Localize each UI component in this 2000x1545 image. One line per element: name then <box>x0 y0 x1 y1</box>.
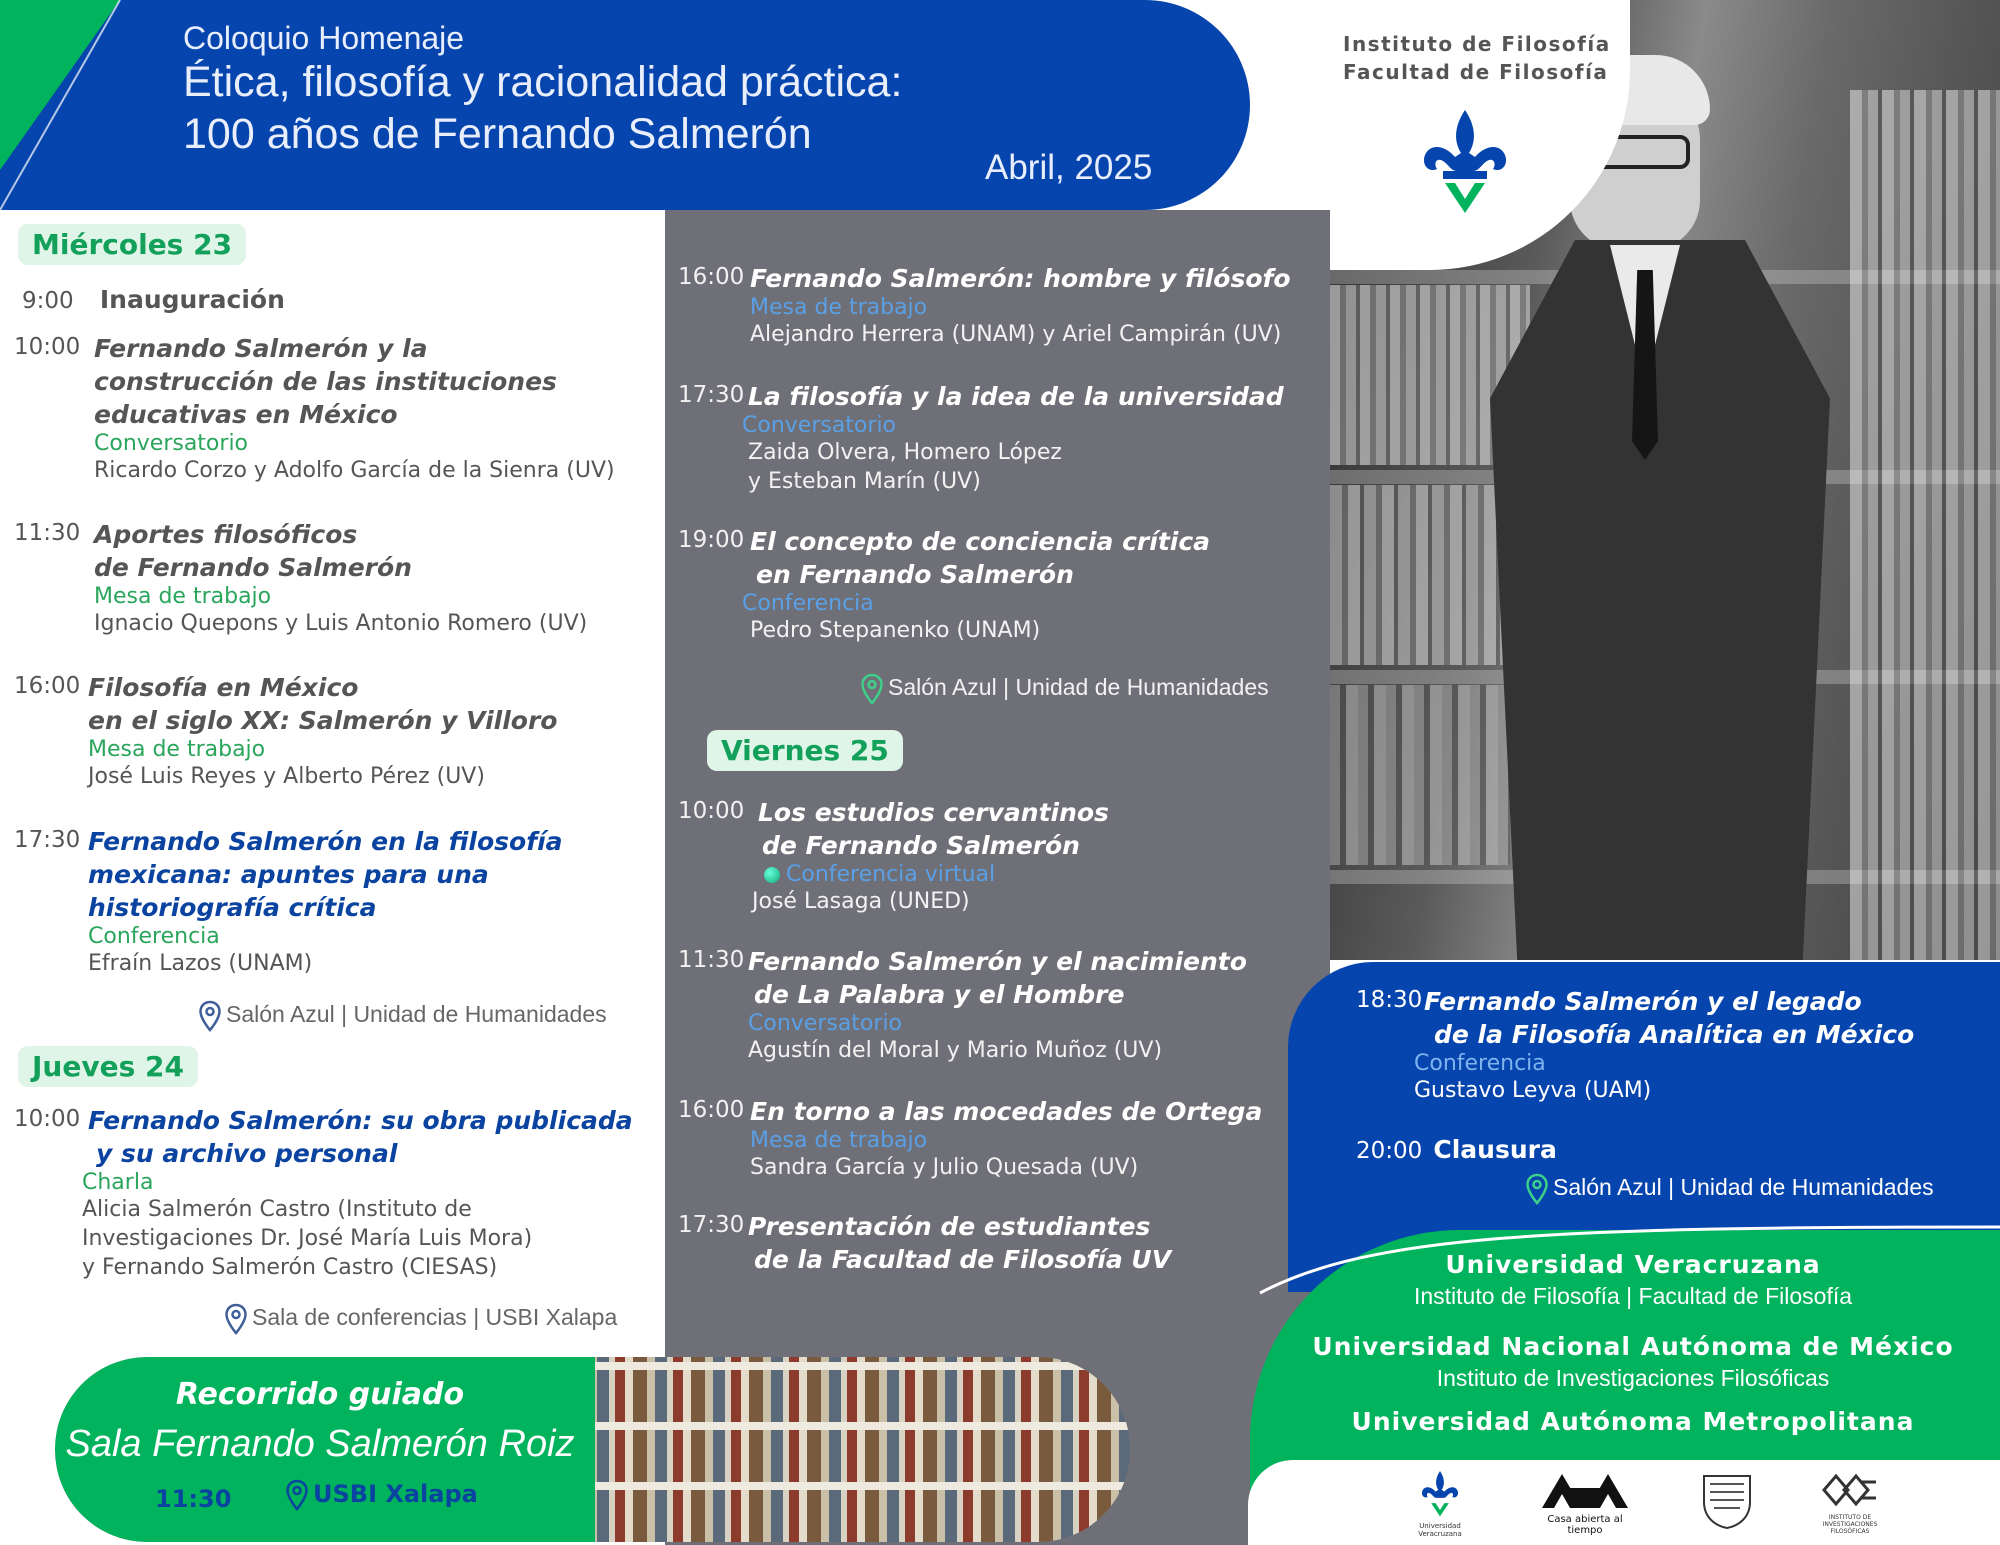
event-speakers: y Esteban Marín (UV) <box>748 469 981 494</box>
event-title-line: Fernando Salmerón: su obra publicada <box>88 1106 633 1135</box>
event-time: 11:30 <box>678 947 745 973</box>
tour-heading: Recorrido guiado <box>175 1377 465 1412</box>
logo-caption: FILOSÓFICAS <box>1830 1528 1870 1535</box>
event-type: Conferencia <box>1414 1051 1546 1076</box>
colloquium-label: Coloquio Homenaje <box>183 20 465 56</box>
header-diagonal-line <box>0 0 150 210</box>
event-time: 16:00 <box>14 673 81 699</box>
institute-name: Instituto de Filosofía <box>1343 32 1611 56</box>
logo-caption: Universidad Veracruzana <box>1418 1522 1462 1538</box>
event-title-line: historiografía crítica <box>88 893 377 922</box>
tour-time: 11:30 <box>155 1485 232 1513</box>
location-friday <box>1525 1173 1934 1205</box>
location-text: Salón Azul | Unidad de Humanidades <box>1553 1174 1934 1201</box>
event-title-line: En torno a las mocedades de Ortega <box>750 1097 1263 1126</box>
location-pin-icon <box>224 1303 248 1335</box>
logo-iif <box>1815 1470 1885 1535</box>
event-speakers: Investigaciones Dr. José María Luis Mora) <box>82 1226 533 1251</box>
event-speakers: Alicia Salmerón Castro (Instituto de <box>82 1197 472 1222</box>
day-badge-thursday: Jueves 24 <box>18 1046 198 1087</box>
location-wednesday <box>198 1000 607 1032</box>
location-text: Salón Azul | Unidad de Humanidades <box>888 674 1269 701</box>
event-title-line: de Fernando Salmerón <box>762 831 1080 860</box>
event-title-line: La filosofía y la idea de la universidad <box>748 382 1284 411</box>
event-speakers: Ricardo Corzo y Adolfo García de la Sienra (UV) <box>94 458 615 483</box>
event-title-line: de La Palabra y el Hombre <box>754 980 1125 1009</box>
org-uv: Universidad Veracruzana <box>1445 1250 1821 1279</box>
event-type: Conferencia virtual <box>786 862 996 887</box>
logo-uam <box>1530 1472 1640 1536</box>
event-speakers: Sandra García y Julio Quesada (UV) <box>750 1155 1139 1180</box>
event-type: Mesa de trabajo <box>750 1128 928 1153</box>
event-type: Conversatorio <box>742 413 897 438</box>
org-unam-sub: Instituto de Investigaciones Filosóficas <box>1436 1365 1830 1391</box>
event-title-line: El concepto de conciencia crítica <box>750 527 1211 556</box>
event-title-line: Fernando Salmerón y el nacimiento <box>748 947 1247 976</box>
event-time: 17:30 <box>678 382 745 408</box>
event-speakers: y Fernando Salmerón Castro (CIESAS) <box>82 1255 498 1280</box>
event-speakers: Gustavo Leyva (UAM) <box>1414 1078 1652 1103</box>
event-speakers: José Luis Reyes y Alberto Pérez (UV) <box>88 764 485 789</box>
event-speakers: Agustín del Moral y Mario Muñoz (UV) <box>748 1038 1163 1063</box>
event-time: 11:30 <box>14 520 81 546</box>
event-title-line: Fernando Salmerón: hombre y filósofo <box>750 264 1291 293</box>
event-title-line: de Fernando Salmerón <box>94 553 412 582</box>
event-type: Mesa de trabajo <box>750 295 928 320</box>
day-badge-wednesday: Miércoles 23 <box>18 224 246 265</box>
event-speakers: Alejandro Herrera (UNAM) y Ariel Campirán (UV) <box>750 322 1282 347</box>
event-type: Conversatorio <box>94 431 249 456</box>
location-pin-icon <box>860 673 884 705</box>
event-speakers: Pedro Stepanenko (UNAM) <box>750 618 1041 643</box>
location-text: Sala de conferencias | USBI Xalapa <box>252 1304 618 1331</box>
event-title-line2: 100 años de Fernando Salmerón <box>183 110 812 158</box>
event-title-line: de la Facultad de Filosofía UV <box>754 1245 1172 1274</box>
event-opening <box>22 285 285 314</box>
uam-logo-icon <box>1540 1472 1630 1510</box>
tour-place <box>285 1479 478 1511</box>
event-title: Inauguración <box>99 285 285 314</box>
event-title-line: Presentación de estudiantes <box>748 1212 1151 1241</box>
event-speakers: Zaida Olvera, Homero López <box>748 440 1062 465</box>
logo-caption: INSTITUTO DE <box>1828 1514 1872 1521</box>
location-thursday-morning <box>224 1303 617 1335</box>
event-time: 10:00 <box>678 798 745 824</box>
location-pin-icon <box>285 1479 309 1511</box>
library-shelves <box>575 1357 1130 1542</box>
event-speakers: José Lasaga (UNED) <box>752 889 970 914</box>
event-type: Conferencia <box>742 591 874 616</box>
day-badge-friday: Viernes 25 <box>707 730 903 771</box>
event-time: 20:00 <box>1356 1138 1423 1164</box>
event-time: 19:00 <box>678 527 745 553</box>
unam-shield-icon <box>1700 1472 1754 1530</box>
event-title-line: en el siglo XX: Salmerón y Villoro <box>88 706 558 735</box>
event-title-line: Fernando Salmerón y la <box>94 334 428 363</box>
event-type: Mesa de trabajo <box>94 584 272 609</box>
location-pin-icon <box>198 1000 222 1032</box>
event-time: 16:00 <box>678 264 745 290</box>
event-type: Conversatorio <box>748 1011 903 1036</box>
event-type-virtual <box>764 862 1358 887</box>
event-title-line: Los estudios cervantinos <box>758 798 1109 827</box>
event-speakers: Efraín Lazos (UNAM) <box>88 951 313 976</box>
event-type: Conferencia <box>88 924 220 949</box>
event-time: 17:30 <box>678 1212 745 1238</box>
logo-uv <box>1400 1468 1480 1538</box>
guided-tour-banner <box>55 1357 1130 1542</box>
event-title-line: y su archivo personal <box>96 1139 398 1168</box>
event-title-line: mexicana: apuntes para una <box>88 860 489 889</box>
org-uam: Universidad Autónoma Metropolitana <box>1351 1407 1915 1436</box>
event-title-line: Fernando Salmerón en la filosofía <box>88 827 563 856</box>
event-title: Clausura <box>1433 1135 1557 1164</box>
tour-place-text: USBI Xalapa <box>313 1480 478 1508</box>
event-title-line: educativas en México <box>94 400 398 429</box>
event-speakers: Ignacio Quepons y Luis Antonio Romero (UV) <box>94 611 588 636</box>
location-pin-icon <box>1525 1173 1549 1205</box>
location-thursday <box>860 673 1269 705</box>
event-time: 16:00 <box>678 1097 745 1123</box>
event-title-line1: Ética, filosofía y racionalidad práctica: <box>183 58 903 106</box>
uv-logo-icon <box>1418 1468 1462 1518</box>
event-time: 18:30 <box>1356 987 1423 1013</box>
event-title-line: construcción de las instituciones <box>94 367 557 396</box>
uv-fleur-de-lis-icon <box>1415 105 1515 215</box>
org-uv-sub: Instituto de Filosofía | Facultad de Filosofía <box>1413 1283 1853 1309</box>
portrait-suit <box>1490 240 1830 960</box>
event-title-line: Fernando Salmerón y el legado <box>1424 987 1862 1016</box>
event-type: Mesa de trabajo <box>88 737 266 762</box>
event-time: 17:30 <box>14 827 81 853</box>
faculty-name: Facultad de Filosofía <box>1343 60 1609 84</box>
globe-icon <box>764 867 780 883</box>
event-title-line: Aportes filosóficos <box>94 520 358 549</box>
event-title-line: de la Filosofía Analítica en México <box>1434 1020 1915 1049</box>
location-text: Salón Azul | Unidad de Humanidades <box>226 1001 607 1028</box>
event-date: Abril, 2025 <box>985 148 1153 187</box>
logo-caption: INVESTIGACIONES <box>1822 1521 1878 1528</box>
iif-logo-icon <box>1820 1470 1880 1510</box>
org-unam: Universidad Nacional Autónoma de México <box>1312 1332 1954 1361</box>
event-title-line: en Fernando Salmerón <box>756 560 1074 589</box>
event-time: 9:00 <box>22 288 74 314</box>
event-title-line: Filosofía en México <box>88 673 359 702</box>
logo-caption: Casa abierta al tiempo <box>1547 1514 1623 1536</box>
event-time: 10:00 <box>14 1106 81 1132</box>
header-banner <box>0 0 1250 210</box>
event-type: Charla <box>82 1170 154 1195</box>
event-closing <box>1356 1135 1557 1164</box>
tour-room-name: Sala Fernando Salmerón Roiz <box>65 1423 575 1465</box>
event-time: 10:00 <box>14 334 81 360</box>
